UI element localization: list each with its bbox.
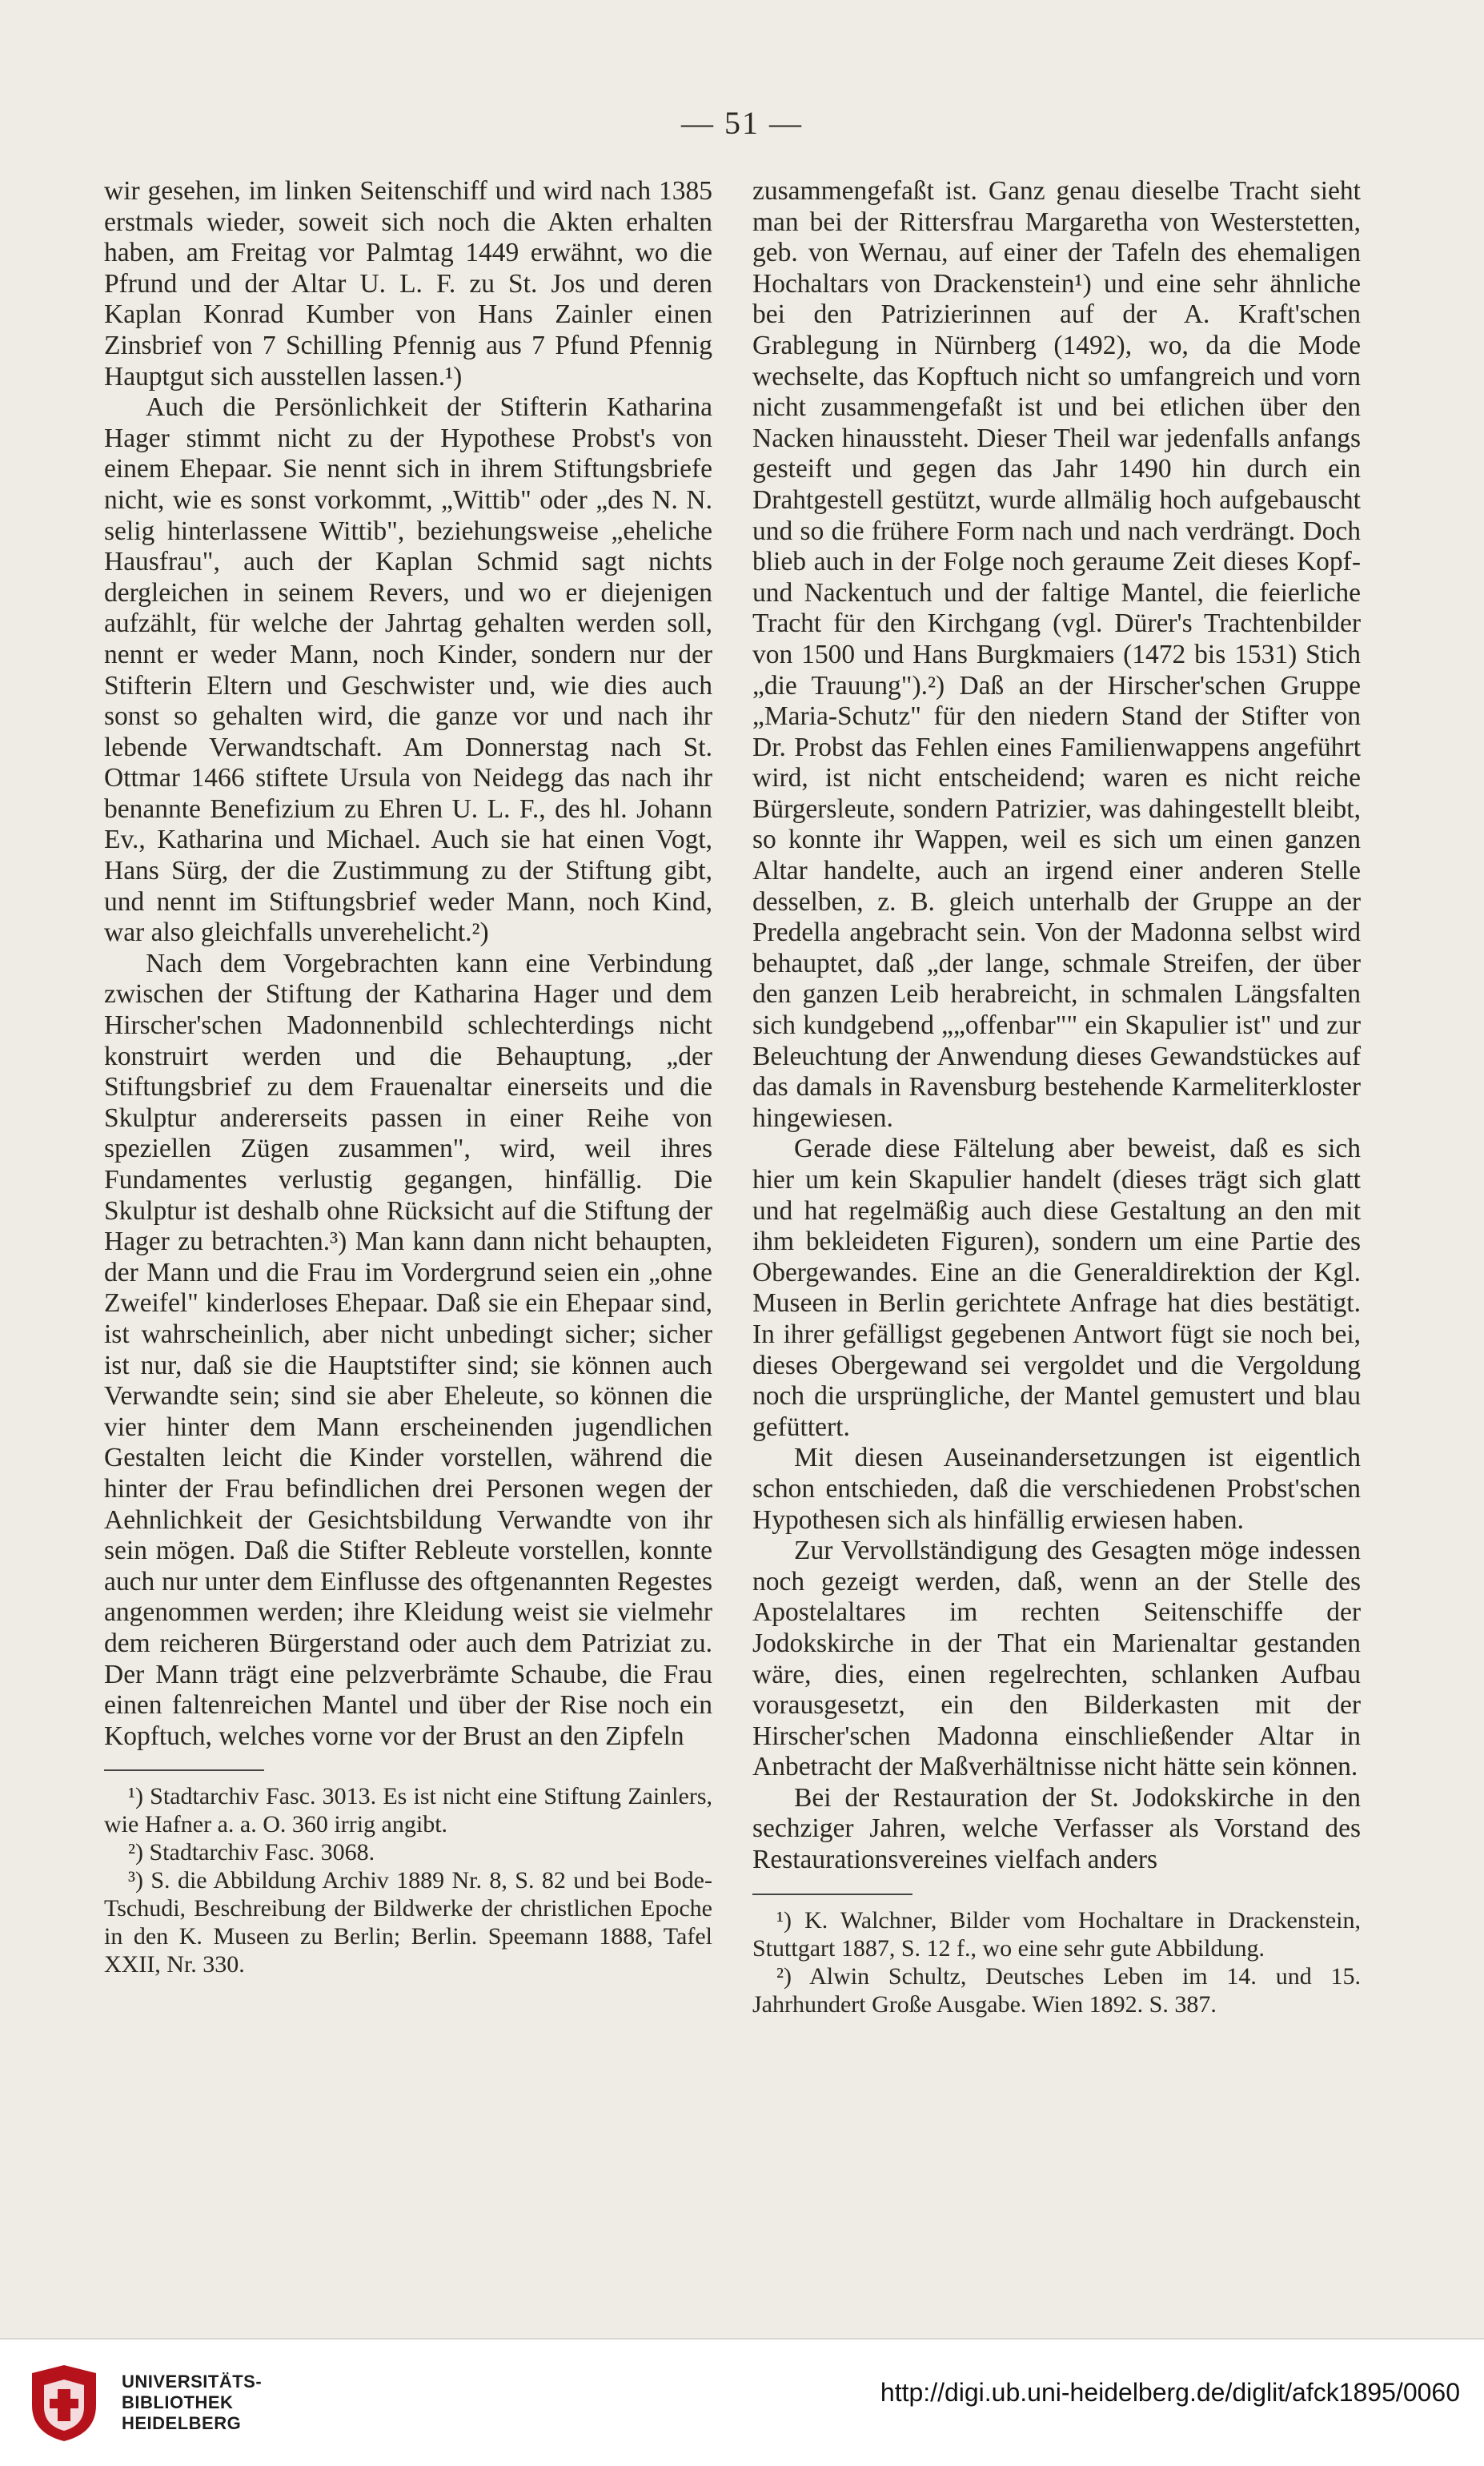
left-column: [104, 176, 712, 1978]
right-footnote-2: ²) Alwin Schultz, Deutsches Leben im 14. und 15. Jahrhundert Große Ausgabe. Wien 1892. S. 387.: [752, 1962, 1361, 2018]
left-paragraph-2: Auch die Persönlichkeit der Stifterin Katharina Hager stimmt nicht zu der Hypothese Probst's von einem Ehepaar. Sie nennt sich in ihrem Stiftungsbriefe nicht, wie es sonst vorkommt, „Wittib" oder „des N. N. selig hinterlassene Wittib", beziehungsweise „eheliche Hausfrau", auch der Kaplan Schmid sagt nichts dergleichen in seinem Revers, und wo er diejenigen aufzählt, für welche der Jahrtag gehalten werden soll, nennt er weder Mann, noch Kinder, sondern nur der Stifterin Eltern und Geschwister und, wie dies auch sonst so gehalten wird, die ganze vor und nach ihr lebende Verwandtschaft. Am Donnerstag nach St. Ottmar 1466 stiftete Ursula von Neidegg das nach ihr benannte Benefizium zu Ehren U. L. F., des hl. Johann Ev., Katharina und Michael. Auch sie hat einen Vogt, Hans Sürg, der die Zustimmung zu der Stiftung gibt, und nennt im Stiftungsbrief weder Mann, noch Kind, war also gleichfalls unverehelicht.²): [104, 392, 712, 948]
footnote-divider: [752, 1894, 912, 1895]
left-footnote-1: ¹) Stadtarchiv Fasc. 3013. Es ist nicht eine Stiftung Zainlers, wie Hafner a. a. O. 360 irrig angibt.: [104, 1783, 712, 1838]
right-paragraph-1: zusammengefaßt ist. Ganz genau dieselbe Tracht sieht man bei der Rittersfrau Margaretha von Westerstetten, geb. von Wernau, auf einer der Tafeln des ehemaligen Hochaltars von Drackenstein¹) und eine sehr ähnliche bei den Patrizierinnen auf der A. Kraft'schen Grablegung in Nürnberg (1492), wo, da die Mode wechselte, das Kopftuch nicht so umfangreich und vorn nicht zusammengefaßt ist und bei etlichen über den Nacken hinaussteht. Dieser Theil war jedenfalls anfangs gesteift und gegen das Jahr 1490 hin durch ein Drahtgestell gestützt, wurde allmälig hoch aufgebauscht und so die frühere Form nach und nach verdrängt. Doch blieb auch in der Folge noch geraume Zeit dieses Kopf- und Nackentuch und der faltige Mantel, die feierliche Tracht für den Kirchgang (vgl. Dürer's Trachtenbilder von 1500 und Hans Burgkmaiers (1472 bis 1531) Stich „die Trauung").²) Daß an der Hirscher'schen Gruppe „Maria-Schutz" für den niedern Stand der Stifter von Dr. Probst das Fehlen eines Familienwappens angeführt wird, ist nicht entscheidend; waren es nicht reiche Bürgersleute, sondern Patrizier, was dahingestellt bleibt, so konnte ihr Wappen, weil es sich um einen ganzen Altar handelte, auch an irgend einer anderen Stelle desselben, z. B. gleich unterhalb der Gruppe an der Predella angebracht sein. Von der Madonna selbst wird behauptet, daß „der lange, schmale Streifen, der über den ganzen Leib herabreicht, in schmalen Längsfalten sich kundgebend „„offenbar"" ein Skapulier ist" und zur Beleuchtung der Anwendung dieses Gewandstückes auf das damals in Ravensburg bestehende Karmeliterkloster hingewiesen.: [752, 176, 1361, 1133]
university-seal-icon[interactable]: [16, 2357, 112, 2445]
footer-bar: [0, 2338, 1484, 2466]
right-paragraph-4: Zur Vervollständigung des Gesagten möge indessen noch gezeigt werden, daß, wenn an der Stelle des Apostelaltares im rechten Seitenschiffe der Jodokskirche in der That ein Marienaltar gestanden wäre, dies, einen regelrechten, schlanken Aufbau vorausgesetzt, ein den Bilderkasten mit der Hirscher'schen Madonna einschließender Altar in Anbetracht der Maßverhältnisse nicht hätte sein können.: [752, 1536, 1361, 1782]
source-url-link[interactable]: http://digi.ub.uni-heidelberg.de/diglit/afck1895/0060: [880, 2378, 1460, 2407]
left-paragraph-1: wir gesehen, im linken Seitenschiff und wird nach 1385 erstmals wieder, soweit sich noch die Akten erhalten haben, am Freitag vor Palmtag 1449 erwähnt, wo die Pfrund und der Altar U. L. F. zu St. Jos und deren Kaplan Konrad Kumber von Hans Zainler einen Zinsbrief von 7 Schilling Pfennig aus 7 Pfund Pfennig Hauptgut sich ausstellen lassen.¹): [104, 176, 712, 392]
right-column: [752, 176, 1361, 2018]
library-name-line-3: HEIDELBERG: [122, 2413, 242, 2433]
left-footnote-2: ²) Stadtarchiv Fasc. 3068.: [128, 1839, 375, 1866]
right-paragraph-3: Mit diesen Auseinandersetzungen ist eigentlich schon entschieden, daß die verschiedenen Probst'schen Hypothesen sich als hinfällig erwiesen haben.: [752, 1443, 1361, 1535]
library-name-line-1: UNIVERSITÄTS-: [122, 2372, 263, 2392]
library-name[interactable]: [122, 2372, 262, 2434]
library-name-line-2: BIBLIOTHEK: [122, 2392, 234, 2412]
left-footnote-3: ³) S. die Abbildung Archiv 1889 Nr. 8, S. 82 und bei Bode-Tschudi, Beschreibung der Bildwerke der christlichen Epoche in den K. Museen zu Berlin; Berlin. Speemann 1888, Tafel XXII, Nr. 330.: [104, 1867, 712, 1978]
page-number: — 51 —: [681, 105, 803, 141]
left-paragraph-3: Nach dem Vorgebrachten kann eine Verbindung zwischen der Stiftung der Katharina Hager und dem Hirscher'schen Madonnenbild schlechterdings nicht konstruirt werden und die Behauptung, „der Stiftungsbrief zu dem Frauenaltar einerseits und die Skulptur andererseits passen in einer Reihe von speziellen Zügen zusammen", wird, weil ihres Fundamentes verlustig gegangen, hinfällig. Die Skulptur ist deshalb ohne Rücksicht auf die Stiftung der Hager zu betrachten.³) Man kann dann nicht behaupten, der Mann und die Frau im Vordergrund seien ein „ohne Zweifel" kinderloses Ehepaar. Daß sie ein Ehepaar sind, ist wahrscheinlich, aber nicht unbedingt sicher; sicher ist nur, daß sie die Hauptstifter sind; sie können auch Verwandte sein; sind sie aber Eheleute, so können die vier hinter dem Mann erscheinenden jugendlichen Gestalten leicht die Kinder vorstellen, während die hinter der Frau befindlichen drei Personen wegen der Aehnlichkeit der Gesichtsbildung Verwandte von ihr sein mögen. Daß die Stifter Rebleute vorstellen, konnte auch nur unter dem Einflusse des oftgenannten Regestes angenommen werden; ihre Kleidung weist sie vielmehr dem reicheren Bürgerstand oder auch dem Patriziat zu. Der Mann trägt eine pelzverbrämte Schaube, die Frau einen faltenreichen Mantel und über der Rise noch ein Kopftuch, welches vorne vor der Brust an den Zipfeln: [104, 948, 712, 1751]
right-paragraph-5: Bei der Restauration der St. Jodokskirche in den sechziger Jahren, welche Verfasser als Vorstand des Restaurationsvereines vielfach anders: [752, 1782, 1361, 1875]
footnote-divider: [104, 1769, 264, 1771]
right-paragraph-2: Gerade diese Fältelung aber beweist, daß es sich hier um kein Skapulier handelt (dieses trägt sich glatt und hat regelmäßig auch diese Gestaltung an den mit ihm bekleideten Figuren), sondern um eine Partie des Obergewandes. Eine an die Generaldirektion der Kgl. Museen in Berlin gerichtete Anfrage hat dies bestätigt. In ihrer gefälligst gegebenen Antwort fügt sie noch bei, dieses Obergewand sei vergoldet und die Vergoldung noch die ursprüngliche, der Mantel gemustert und blau gefüttert.: [752, 1134, 1361, 1442]
right-footnote-1: ¹) K. Walchner, Bilder vom Hochaltare in Drackenstein, Stuttgart 1887, S. 12 f., wo eine sehr gute Abbildung.: [752, 1906, 1361, 1962]
